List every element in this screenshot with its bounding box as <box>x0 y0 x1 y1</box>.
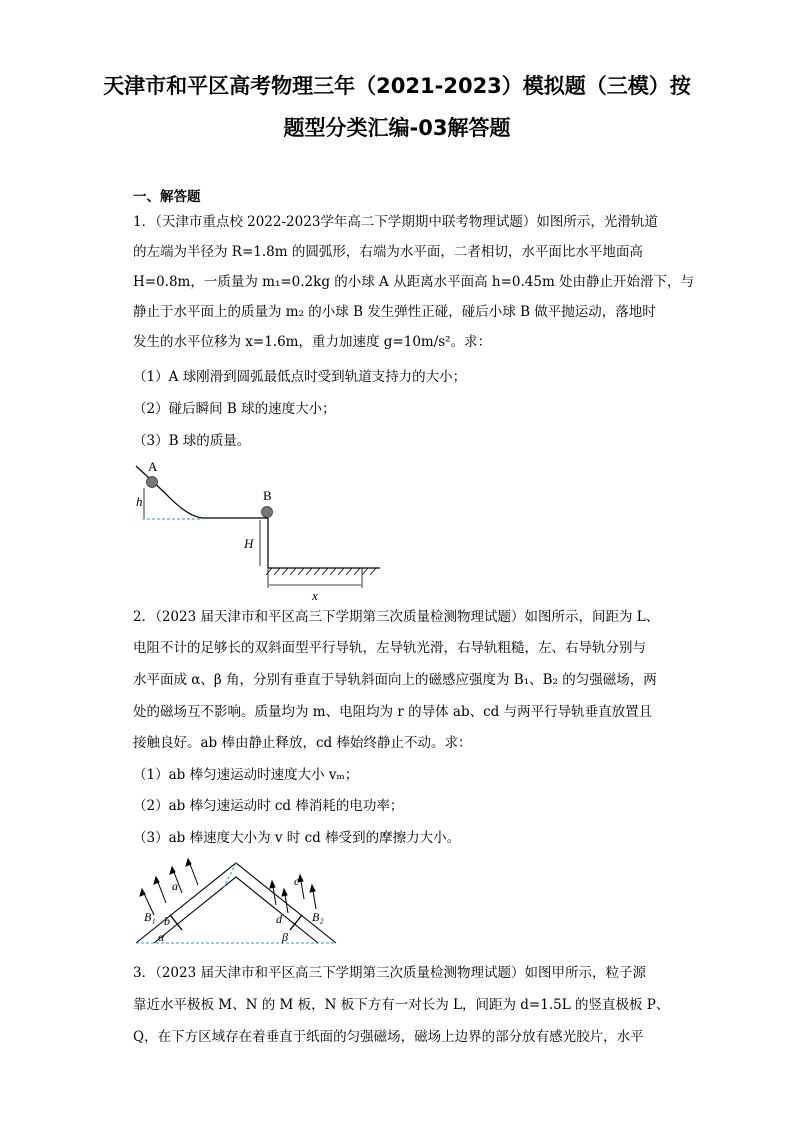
label-a: A <box>148 459 158 474</box>
q3-line: Q，在下方区域存在着垂直于纸面的匀强磁场，磁场上边界的部分放有感光胶片，水平 <box>133 1029 644 1045</box>
q1-figure <box>130 458 390 603</box>
q2-line: 接触良好。ab 棒由静止释放，cd 棒始终静止不动。求： <box>133 735 472 751</box>
q2-line: 2．（2023 届天津市和平区高三下学期第三次质量检测物理试题）如图所示，间距为 L、 <box>133 609 660 625</box>
q2-line: 处的磁场互不影响。质量均为 m、电阻均为 r 的导体 ab、cd 与两平行导轨垂直放置且 <box>133 704 653 720</box>
label-d-rod: d <box>276 912 282 926</box>
label-x: x <box>312 588 318 603</box>
q2-subquestion: （2）ab 棒匀速运动时 cd 棒消耗的电功率； <box>133 798 404 814</box>
ground-hatching <box>266 568 376 575</box>
label-b1: B₁ <box>144 910 156 924</box>
label-big-h: H <box>244 536 254 551</box>
doc-title-line-1: 天津市和平区高考物理三年（2021-2023）模拟题（三模）按 <box>103 74 691 98</box>
label-c-rod: c <box>294 874 300 888</box>
b2-field-arrows <box>270 875 316 913</box>
label-alpha: α <box>158 930 165 944</box>
label-b2: B₂ <box>312 910 324 924</box>
q2-line: 水平面成 α、β 角，分别有垂直于导轨斜面向上的磁感应强度为 B₁、B₂ 的匀强磁场，两 <box>133 672 657 688</box>
q3-line: 靠近水平极板 M、N 的 M 板，N 板下方有一对长为 L，间距为 d=1.5L 的竖直极板 P、 <box>133 997 670 1013</box>
q1-subquestion: （1）A 球刚滑到圆弧最低点时受到轨道支持力的大小； <box>133 369 467 385</box>
ridge-dashed <box>222 863 236 891</box>
q1-line: 1．（天津市重点校 2022-2023学年高二下学期期中联考物理试题）如图所示，光滑轨道 <box>133 214 658 230</box>
q2-subquestion: （1）ab 棒匀速运动时速度大小 vₘ； <box>133 767 359 783</box>
label-a-rod: a <box>172 879 178 893</box>
q1-subquestion: （2）碰后瞬间 B 球的速度大小； <box>133 401 336 417</box>
q1-line: 发生的水平位移为 x=1.6m，重力加速度 g=10m/s²。求： <box>133 334 492 350</box>
ball-a <box>147 477 158 488</box>
doc-title-line-2: 题型分类汇编-03解答题 <box>283 116 511 140</box>
ball-b <box>262 507 273 518</box>
q3-line: 3．（2023 届天津市和平区高三下学期第三次质量检测物理试题）如图甲所示，粒子源 <box>133 965 646 981</box>
q1-line: 的左端为半径为 R=1.8m 的圆弧形，右端为水平面，二者相切，水平面比水平地面高 <box>133 244 643 260</box>
q1-line: H=0.8m，一质量为 m₁=0.2kg 的小球 A 从距离水平面高 h=0.45m 处由静止开始滑下，与 <box>133 274 695 290</box>
label-b: B <box>263 488 272 503</box>
q1-subquestion: （3）B 球的质量。 <box>133 433 251 449</box>
q2-line: 电阻不计的足够长的双斜面型平行导轨，左导轨光滑，右导轨粗糙，左、右导轨分别与 <box>133 640 646 656</box>
label-b-rod: b <box>164 914 170 928</box>
section-heading: 一、解答题 <box>133 189 201 205</box>
q2-figure <box>132 855 342 950</box>
label-h: h <box>136 494 143 509</box>
q1-line: 静止于水平面上的质量为 m₂ 的小球 B 发生弹性正碰，碰后小球 B 做平抛运动，落地时 <box>133 304 656 320</box>
q2-subquestion: （3）ab 棒速度大小为 v 时 cd 棒受到的摩擦力大小。 <box>133 830 461 846</box>
b1-field-arrows <box>140 859 198 915</box>
label-beta: β <box>282 930 288 944</box>
